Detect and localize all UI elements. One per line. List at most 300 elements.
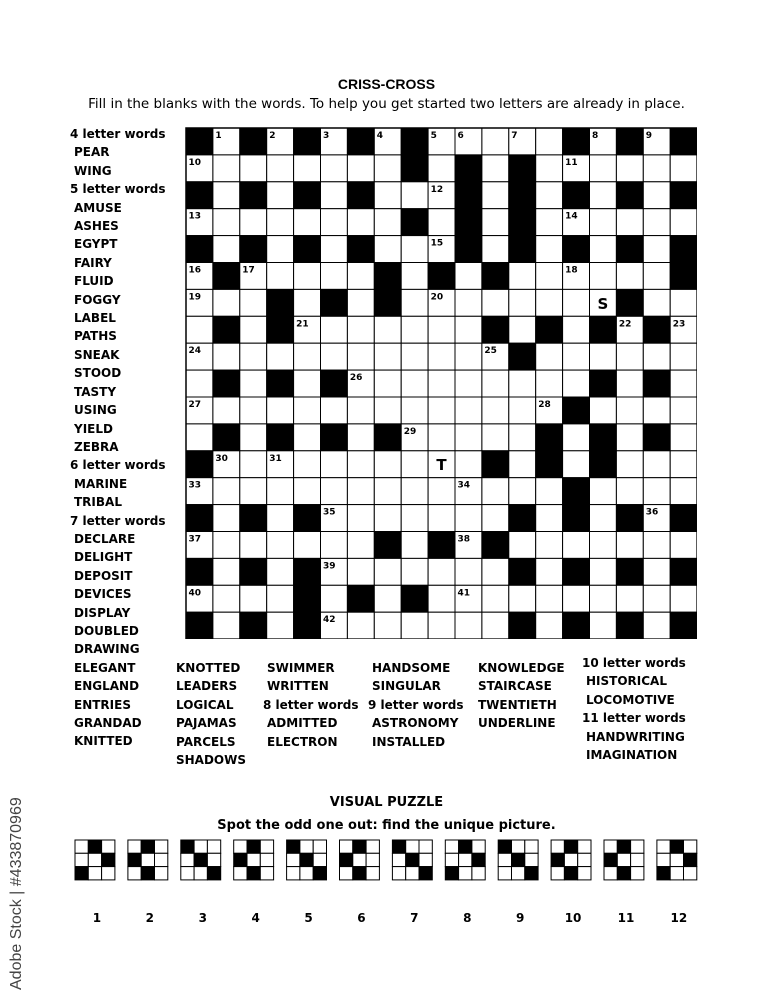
- grid-cell[interactable]: [482, 155, 509, 182]
- tile-cell-black: [247, 867, 260, 880]
- grid-cell[interactable]: [267, 397, 294, 424]
- grid-cell[interactable]: [213, 585, 240, 612]
- grid-cell[interactable]: [563, 370, 590, 397]
- grid-cell[interactable]: [509, 263, 536, 290]
- grid-cell[interactable]: [482, 209, 509, 236]
- grid-cell[interactable]: [455, 263, 482, 290]
- tile-cell-black: [141, 840, 154, 853]
- grid-cell[interactable]: [563, 289, 590, 316]
- grid-cell[interactable]: [240, 209, 267, 236]
- grid-cell[interactable]: [536, 236, 563, 263]
- grid-cell[interactable]: [321, 532, 348, 559]
- grid-cell[interactable]: [401, 289, 428, 316]
- grid-cell[interactable]: [563, 585, 590, 612]
- grid-cell[interactable]: [590, 397, 617, 424]
- grid-cell[interactable]: [321, 209, 348, 236]
- grid-cell[interactable]: [590, 209, 617, 236]
- tile-cell: [128, 840, 141, 853]
- word-entry: SHADOWS: [176, 753, 247, 768]
- grid-cell[interactable]: [509, 585, 536, 612]
- grid-cell[interactable]: [294, 209, 321, 236]
- grid-cell[interactable]: [482, 505, 509, 532]
- grid-cell[interactable]: [590, 505, 617, 532]
- puzzle-title: CRISS-CROSS: [337, 76, 436, 92]
- tile-cell: [525, 853, 538, 866]
- grid-cell[interactable]: [482, 370, 509, 397]
- grid-cell[interactable]: [240, 478, 267, 505]
- grid-cell[interactable]: [428, 424, 455, 451]
- grid-cell[interactable]: [482, 424, 509, 451]
- grid-cell[interactable]: [294, 424, 321, 451]
- grid-cell[interactable]: [186, 370, 213, 397]
- grid-cell[interactable]: [643, 289, 670, 316]
- grid-cell[interactable]: [321, 236, 348, 263]
- grid-cell[interactable]: [455, 397, 482, 424]
- grid-cell[interactable]: [213, 478, 240, 505]
- grid-cell[interactable]: [643, 532, 670, 559]
- grid-cell[interactable]: [670, 289, 697, 316]
- grid-cell[interactable]: [321, 316, 348, 343]
- grid-cell[interactable]: [347, 478, 374, 505]
- grid-cell-black: [509, 505, 536, 532]
- grid-cell-black: [374, 424, 401, 451]
- grid-cell[interactable]: [240, 532, 267, 559]
- grid-cell[interactable]: [213, 558, 240, 585]
- grid-cell[interactable]: [590, 532, 617, 559]
- grid-cell[interactable]: [401, 451, 428, 478]
- grid-cell[interactable]: [428, 209, 455, 236]
- visual-puzzle-tile[interactable]: [181, 840, 221, 880]
- grid-cell[interactable]: [509, 451, 536, 478]
- grid-cell[interactable]: [536, 478, 563, 505]
- grid-cell[interactable]: [643, 263, 670, 290]
- word-entry: WRITTEN: [267, 679, 329, 694]
- grid-cell[interactable]: [186, 424, 213, 451]
- grid-cell[interactable]: [590, 585, 617, 612]
- grid-cell[interactable]: [482, 397, 509, 424]
- grid-cell[interactable]: [643, 397, 670, 424]
- grid-cell[interactable]: [294, 451, 321, 478]
- grid-cell-black: [186, 451, 213, 478]
- grid-cell[interactable]: [563, 316, 590, 343]
- word-entry: SINGULAR: [372, 679, 441, 694]
- grid-cell[interactable]: [643, 558, 670, 585]
- tile-number-label: 4: [251, 911, 260, 925]
- visual-puzzle-tile[interactable]: [392, 840, 432, 880]
- grid-cell-black: [590, 370, 617, 397]
- grid-cell[interactable]: [213, 155, 240, 182]
- grid-cell[interactable]: [267, 209, 294, 236]
- grid-cell[interactable]: [536, 505, 563, 532]
- grid-cell[interactable]: [240, 155, 267, 182]
- grid-cell[interactable]: [616, 397, 643, 424]
- grid-cell[interactable]: [374, 612, 401, 639]
- grid-cell-black: [294, 558, 321, 585]
- grid-cell[interactable]: [374, 451, 401, 478]
- grid-cell[interactable]: [374, 182, 401, 209]
- word-entry: ENGLAND: [74, 679, 140, 694]
- grid-cell[interactable]: [536, 155, 563, 182]
- grid-cell[interactable]: [643, 182, 670, 209]
- grid-cell[interactable]: [616, 532, 643, 559]
- grid-cell[interactable]: [347, 532, 374, 559]
- word-entry: TASTY: [74, 384, 117, 399]
- grid-cell[interactable]: [670, 397, 697, 424]
- word-entry: DELIGHT: [74, 550, 133, 565]
- grid-cell[interactable]: [670, 209, 697, 236]
- grid-cell-black: [294, 236, 321, 263]
- grid-cell[interactable]: [347, 263, 374, 290]
- clue-number: 1: [215, 131, 222, 141]
- grid-cell[interactable]: [670, 370, 697, 397]
- grid-cell[interactable]: [428, 316, 455, 343]
- grid-cell[interactable]: [213, 209, 240, 236]
- grid-cell-black: [186, 612, 213, 639]
- grid-cell[interactable]: [616, 478, 643, 505]
- grid-cell[interactable]: [455, 424, 482, 451]
- grid-cell[interactable]: [590, 343, 617, 370]
- grid-cell[interactable]: [536, 128, 563, 155]
- tile-cell: [194, 840, 207, 853]
- grid-cell[interactable]: [536, 612, 563, 639]
- grid-cell[interactable]: [509, 532, 536, 559]
- grid-cell[interactable]: [347, 209, 374, 236]
- grid-cell[interactable]: [240, 397, 267, 424]
- grid-cell[interactable]: [670, 532, 697, 559]
- grid-cell[interactable]: [374, 343, 401, 370]
- grid-cell[interactable]: [401, 343, 428, 370]
- grid-cell[interactable]: [509, 424, 536, 451]
- grid-cell[interactable]: [240, 316, 267, 343]
- grid-cell[interactable]: [590, 263, 617, 290]
- word-entry: DISPLAY: [74, 605, 131, 620]
- grid-cell[interactable]: [509, 370, 536, 397]
- grid-cell[interactable]: [670, 451, 697, 478]
- grid-cell[interactable]: [616, 155, 643, 182]
- grid-cell[interactable]: [670, 155, 697, 182]
- grid-cell[interactable]: [294, 532, 321, 559]
- word-length-header: 7 letter words: [70, 513, 166, 528]
- grid-cell[interactable]: [213, 236, 240, 263]
- grid-cell[interactable]: [267, 558, 294, 585]
- grid-cell[interactable]: [267, 236, 294, 263]
- grid-cell[interactable]: [455, 612, 482, 639]
- clue-number: 2: [269, 131, 276, 141]
- grid-cell[interactable]: [536, 370, 563, 397]
- grid-cell[interactable]: [321, 478, 348, 505]
- grid-cell[interactable]: [374, 316, 401, 343]
- grid-cell[interactable]: [294, 263, 321, 290]
- grid-cell[interactable]: [347, 558, 374, 585]
- grid-cell[interactable]: [374, 236, 401, 263]
- visual-puzzle-tile[interactable]: [445, 840, 485, 880]
- visual-puzzle-tile[interactable]: [234, 840, 274, 880]
- word-entry: KNOWLEDGE: [478, 661, 565, 675]
- stock-watermark: Adobe Stock | #433870969: [8, 797, 25, 990]
- grid-cell[interactable]: [213, 343, 240, 370]
- grid-cell[interactable]: [428, 397, 455, 424]
- grid-cell[interactable]: [267, 532, 294, 559]
- grid-cell[interactable]: [509, 478, 536, 505]
- grid-cell-black: [240, 128, 267, 155]
- word-length-header: 5 letter words: [70, 182, 166, 197]
- grid-cell[interactable]: [482, 478, 509, 505]
- grid-cell[interactable]: [536, 585, 563, 612]
- grid-cell[interactable]: [267, 182, 294, 209]
- grid-cell[interactable]: [321, 451, 348, 478]
- grid-cell[interactable]: [294, 343, 321, 370]
- tile-cell: [287, 867, 300, 880]
- grid-cell[interactable]: [213, 182, 240, 209]
- tile-cell: [670, 853, 683, 866]
- word-entry: PAJAMAS: [176, 716, 237, 731]
- grid-cell[interactable]: [643, 478, 670, 505]
- grid-cell[interactable]: [321, 343, 348, 370]
- grid-cell[interactable]: [213, 532, 240, 559]
- grid-cell[interactable]: [428, 478, 455, 505]
- grid-cell[interactable]: [240, 424, 267, 451]
- grid-cell[interactable]: [374, 397, 401, 424]
- grid-cell[interactable]: [590, 612, 617, 639]
- grid-cell[interactable]: [482, 128, 509, 155]
- grid-cell[interactable]: [240, 585, 267, 612]
- grid-cell[interactable]: [240, 289, 267, 316]
- grid-cell[interactable]: [643, 451, 670, 478]
- tile-number-label: 1: [92, 911, 102, 925]
- grid-cell[interactable]: [240, 451, 267, 478]
- grid-cell-black: [509, 236, 536, 263]
- grid-cell[interactable]: [536, 558, 563, 585]
- grid-cell[interactable]: [563, 532, 590, 559]
- grid-cell[interactable]: [294, 478, 321, 505]
- grid-cell[interactable]: [563, 343, 590, 370]
- grid-cell[interactable]: [643, 155, 670, 182]
- tile-cell-black: [75, 867, 88, 880]
- tile-cell: [631, 840, 644, 853]
- grid-cell[interactable]: [374, 370, 401, 397]
- grid-cell[interactable]: [267, 155, 294, 182]
- grid-cell[interactable]: [374, 585, 401, 612]
- grid-cell[interactable]: [590, 236, 617, 263]
- grid-cell[interactable]: [428, 155, 455, 182]
- visual-puzzle-tile[interactable]: [75, 840, 115, 880]
- grid-cell[interactable]: [509, 289, 536, 316]
- grid-cell[interactable]: [482, 558, 509, 585]
- grid-cell[interactable]: [536, 343, 563, 370]
- grid-cell[interactable]: [509, 316, 536, 343]
- grid-cell[interactable]: [536, 263, 563, 290]
- grid-cell[interactable]: [428, 585, 455, 612]
- grid-cell[interactable]: [482, 585, 509, 612]
- grid-cell[interactable]: [401, 532, 428, 559]
- clue-number: 37: [188, 534, 202, 545]
- grid-cell[interactable]: [347, 316, 374, 343]
- grid-cell[interactable]: [670, 478, 697, 505]
- grid-cell[interactable]: [455, 558, 482, 585]
- grid-cell[interactable]: [267, 585, 294, 612]
- tile-cell: [578, 853, 591, 866]
- grid-cell[interactable]: [347, 155, 374, 182]
- tile-cell-black: [445, 867, 458, 880]
- grid-cell[interactable]: [616, 263, 643, 290]
- visual-puzzle-tile[interactable]: [657, 840, 697, 880]
- grid-cell[interactable]: [401, 558, 428, 585]
- grid-cell[interactable]: [347, 289, 374, 316]
- grid-cell[interactable]: [428, 612, 455, 639]
- grid-cell[interactable]: [374, 505, 401, 532]
- visual-puzzle-tile[interactable]: [128, 840, 168, 880]
- grid-cell[interactable]: [401, 397, 428, 424]
- grid-cell[interactable]: [347, 451, 374, 478]
- grid-cell[interactable]: [643, 612, 670, 639]
- grid-cell[interactable]: [616, 585, 643, 612]
- grid-cell[interactable]: [590, 155, 617, 182]
- grid-cell[interactable]: [482, 612, 509, 639]
- grid-cell[interactable]: [401, 316, 428, 343]
- grid-cell[interactable]: [240, 343, 267, 370]
- grid-cell[interactable]: [401, 182, 428, 209]
- tile-cell: [141, 853, 154, 866]
- clue-number: 30: [215, 453, 228, 464]
- grid-cell-black: [670, 612, 697, 639]
- clue-number: 36: [645, 507, 659, 518]
- grid-cell[interactable]: [267, 343, 294, 370]
- grid-cell[interactable]: [213, 612, 240, 639]
- grid-cell[interactable]: [294, 289, 321, 316]
- grid-cell[interactable]: [563, 424, 590, 451]
- grid-cell[interactable]: [455, 505, 482, 532]
- grid-cell[interactable]: [670, 343, 697, 370]
- visual-puzzle-tile[interactable]: [498, 840, 538, 880]
- tile-cell-black: [287, 840, 300, 853]
- tile-cell: [406, 867, 419, 880]
- grid-cell[interactable]: [267, 505, 294, 532]
- grid-cell[interactable]: [240, 370, 267, 397]
- grid-cell[interactable]: [616, 451, 643, 478]
- grid-cell[interactable]: [347, 343, 374, 370]
- grid-cell[interactable]: [186, 316, 213, 343]
- grid-cell[interactable]: [455, 343, 482, 370]
- grid-cell[interactable]: [321, 585, 348, 612]
- grid-cell-black: [509, 558, 536, 585]
- grid-cell[interactable]: [670, 585, 697, 612]
- grid-cell[interactable]: [509, 397, 536, 424]
- visual-puzzle-tile[interactable]: [604, 840, 644, 880]
- grid-cell[interactable]: [670, 424, 697, 451]
- grid-cell[interactable]: [428, 370, 455, 397]
- grid-cell[interactable]: [267, 612, 294, 639]
- grid-cell[interactable]: [267, 263, 294, 290]
- tile-cell: [366, 840, 379, 853]
- word-entry: DEVICES: [74, 587, 132, 602]
- visual-puzzle-tile[interactable]: [551, 840, 591, 880]
- grid-cell[interactable]: [643, 343, 670, 370]
- grid-cell[interactable]: [428, 505, 455, 532]
- grid-cell[interactable]: [616, 424, 643, 451]
- clue-number: 39: [323, 561, 336, 572]
- visual-puzzle-tile[interactable]: [340, 840, 380, 880]
- grid-cell[interactable]: [321, 263, 348, 290]
- grid-cell[interactable]: [321, 155, 348, 182]
- grid-cell[interactable]: [347, 612, 374, 639]
- grid-cell[interactable]: [616, 343, 643, 370]
- grid-cell[interactable]: [374, 478, 401, 505]
- grid-cell-black: [428, 263, 455, 290]
- tile-cell: [181, 853, 194, 866]
- grid-cell[interactable]: [213, 397, 240, 424]
- grid-cell[interactable]: [401, 263, 428, 290]
- grid-cell[interactable]: [428, 558, 455, 585]
- grid-cell[interactable]: [455, 316, 482, 343]
- grid-cell[interactable]: [401, 370, 428, 397]
- word-entry: ADMITTED: [267, 716, 338, 731]
- grid-cell[interactable]: [590, 558, 617, 585]
- grid-cell[interactable]: [347, 424, 374, 451]
- grid-cell-black: [455, 182, 482, 209]
- grid-cell[interactable]: [374, 558, 401, 585]
- grid-cell[interactable]: [213, 289, 240, 316]
- grid-cell[interactable]: [536, 209, 563, 236]
- grid-cell[interactable]: [347, 397, 374, 424]
- grid-cell[interactable]: [536, 532, 563, 559]
- grid-cell-black: [374, 289, 401, 316]
- grid-cell[interactable]: [401, 612, 428, 639]
- grid-cell[interactable]: [428, 343, 455, 370]
- clue-number: 25: [484, 346, 497, 357]
- grid-cell[interactable]: [643, 585, 670, 612]
- grid-cell[interactable]: [536, 182, 563, 209]
- grid-cell[interactable]: [455, 370, 482, 397]
- grid-cell[interactable]: [536, 289, 563, 316]
- grid-cell[interactable]: [482, 289, 509, 316]
- grid-cell[interactable]: [321, 397, 348, 424]
- grid-cell[interactable]: [294, 155, 321, 182]
- grid-cell-black: [563, 478, 590, 505]
- grid-cell[interactable]: [347, 505, 374, 532]
- grid-cell[interactable]: [401, 236, 428, 263]
- grid-cell[interactable]: [374, 155, 401, 182]
- grid-cell-black: [347, 182, 374, 209]
- grid-cell[interactable]: [616, 209, 643, 236]
- grid-cell[interactable]: [321, 182, 348, 209]
- grid-cell[interactable]: [616, 370, 643, 397]
- grid-cell[interactable]: [590, 182, 617, 209]
- grid-cell[interactable]: [482, 182, 509, 209]
- grid-cell-black: [294, 585, 321, 612]
- grid-cell[interactable]: [401, 478, 428, 505]
- grid-cell[interactable]: [482, 236, 509, 263]
- grid-cell[interactable]: [455, 289, 482, 316]
- grid-cell[interactable]: [401, 505, 428, 532]
- grid-cell[interactable]: [294, 397, 321, 424]
- visual-puzzle-tile[interactable]: [287, 840, 327, 880]
- grid-cell[interactable]: [455, 451, 482, 478]
- tile-cell: [155, 867, 168, 880]
- grid-cell[interactable]: [643, 209, 670, 236]
- grid-cell[interactable]: [643, 236, 670, 263]
- grid-cell[interactable]: [374, 209, 401, 236]
- word-entry: DECLARE: [74, 531, 136, 546]
- clue-number: 26: [349, 373, 363, 384]
- word-entry: ELECTRON: [267, 734, 338, 749]
- grid-cell[interactable]: [213, 505, 240, 532]
- grid-cell[interactable]: [590, 478, 617, 505]
- grid-cell[interactable]: [267, 478, 294, 505]
- clue-number: 6: [457, 131, 464, 141]
- grid-cell[interactable]: [294, 370, 321, 397]
- tile-cell-black: [234, 853, 247, 866]
- grid-cell[interactable]: [563, 451, 590, 478]
